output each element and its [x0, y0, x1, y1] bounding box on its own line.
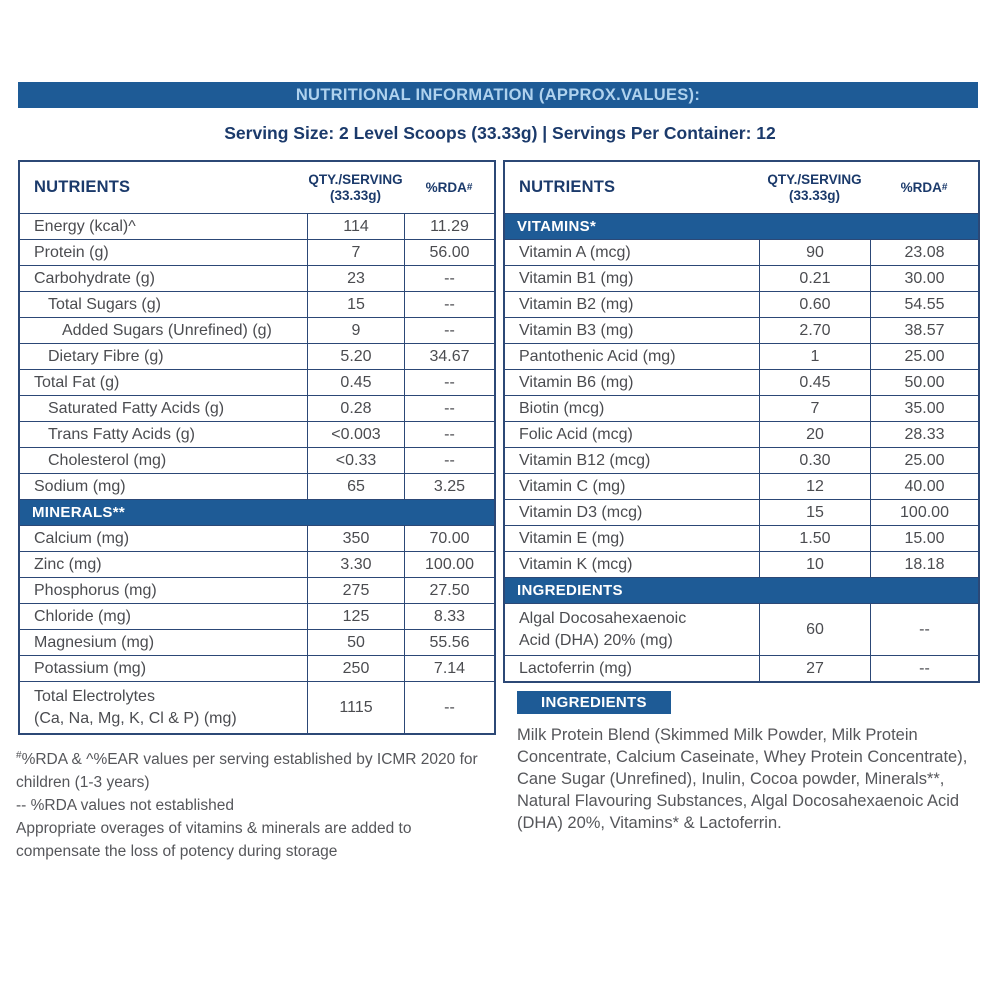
nutrient-name: Phosphorus (mg)	[34, 581, 157, 599]
nutrient-name: Folic Acid (mcg)	[519, 425, 633, 443]
nutrients-table-left	[18, 160, 496, 735]
rda-value: --	[404, 396, 494, 421]
footnote-not-established: -- %RDA values not established	[16, 797, 234, 814]
table-row	[505, 499, 978, 525]
rda-value: 55.56	[404, 630, 494, 655]
nutrient-name: Vitamin A (mcg)	[519, 243, 631, 261]
table-row	[505, 655, 978, 681]
nutrient-name: Protein (g)	[34, 243, 109, 261]
ingredients-section	[517, 691, 985, 834]
qty-value: 90	[759, 240, 870, 265]
qty-value: 7	[307, 240, 404, 265]
table-row	[20, 655, 494, 681]
rda-value: --	[404, 266, 494, 291]
nutrient-name: Vitamin K (mcg)	[519, 555, 633, 573]
qty-value: 250	[307, 656, 404, 681]
table-row	[20, 421, 494, 447]
qty-value: 114	[307, 214, 404, 239]
rda-value: 35.00	[870, 396, 978, 421]
table-row	[20, 213, 494, 239]
table-row	[20, 369, 494, 395]
nutrient-name: Total Sugars (g)	[48, 295, 161, 313]
banner-title: NUTRITIONAL INFORMATION (APPROX.VALUES):	[295, 85, 701, 104]
nutrient-name: Cholesterol (mg)	[48, 451, 167, 469]
rda-value: 54.55	[870, 292, 978, 317]
qty-value: 9	[307, 318, 404, 343]
nutrient-name: Vitamin B2 (mg)	[519, 295, 634, 313]
nutrition-tables	[18, 160, 980, 735]
table-row	[505, 473, 978, 499]
table-row	[20, 551, 494, 577]
qty-value: 20	[759, 422, 870, 447]
qty-header-line2: (33.33g)	[788, 187, 841, 203]
table-row	[505, 603, 978, 655]
nutrient-name: Energy (kcal)^	[34, 217, 136, 235]
table-row	[505, 317, 978, 343]
qty-value: <0.33	[307, 448, 404, 473]
rda-header-text: %RDA	[425, 180, 467, 195]
table-row	[20, 629, 494, 655]
qty-value: 125	[307, 604, 404, 629]
qty-header-line2: (33.33g)	[329, 187, 382, 203]
qty-value: 0.28	[307, 396, 404, 421]
rda-value: 28.33	[870, 422, 978, 447]
qty-value: 0.21	[759, 266, 870, 291]
table-row	[20, 603, 494, 629]
nutrient-name: Algal Docosahexaenoic Acid (DHA) 20% (mg)	[519, 609, 687, 649]
rda-value: 7.14	[404, 656, 494, 681]
qty-value: 275	[307, 578, 404, 603]
rda-value: 40.00	[870, 474, 978, 499]
nutrient-name: Vitamin D3 (mcg)	[519, 503, 643, 521]
column-header-nutrients: NUTRIENTS	[34, 178, 131, 196]
table-row	[20, 473, 494, 499]
rda-value: --	[870, 604, 978, 655]
table-row	[505, 395, 978, 421]
nutrient-name: Vitamin B3 (mg)	[519, 321, 634, 339]
nutrient-name: Saturated Fatty Acids (g)	[48, 399, 225, 417]
table-row	[20, 577, 494, 603]
table-row	[505, 421, 978, 447]
qty-value: 2.70	[759, 318, 870, 343]
table-row	[505, 265, 978, 291]
column-header-nutrients: NUTRIENTS	[519, 178, 616, 196]
rda-value: --	[404, 292, 494, 317]
qty-value: 50	[307, 630, 404, 655]
table-row	[505, 369, 978, 395]
nutrient-name: Calcium (mg)	[34, 529, 130, 547]
nutrient-name: Sodium (mg)	[34, 477, 126, 495]
column-header-rda: %RDA #	[900, 180, 948, 195]
footnotes	[16, 748, 499, 863]
qty-header-line1: QTY./SERVING	[308, 171, 403, 187]
table-row	[20, 265, 494, 291]
qty-value: 60	[759, 604, 870, 655]
nutrient-name: Total Electrolytes (Ca, Na, Mg, K, Cl & P) (mg)	[34, 687, 237, 727]
nutrient-name: Biotin (mcg)	[519, 399, 605, 417]
table-header-row	[505, 162, 978, 213]
column-header-qty	[307, 162, 404, 213]
rda-value: 38.57	[870, 318, 978, 343]
rda-value: 70.00	[404, 526, 494, 551]
nutrient-name: Chloride (mg)	[34, 607, 131, 625]
table-row	[505, 551, 978, 577]
nutrient-name: Zinc (mg)	[34, 555, 102, 573]
nutrient-name: Vitamin B6 (mg)	[519, 373, 634, 391]
rda-value: --	[404, 448, 494, 473]
table-body	[505, 213, 978, 681]
nutrient-name: Magnesium (mg)	[34, 633, 155, 651]
qty-value: 12	[759, 474, 870, 499]
qty-value: 0.45	[307, 370, 404, 395]
nutrient-name: Vitamin B1 (mg)	[519, 269, 634, 287]
rda-value: --	[404, 370, 494, 395]
nutrient-name: Pantothenic Acid (mg)	[519, 347, 676, 365]
rda-value: --	[404, 682, 494, 733]
nutrient-name: Vitamin B12 (mcg)	[519, 451, 651, 469]
table-row	[505, 343, 978, 369]
table-row	[20, 343, 494, 369]
table-body	[20, 213, 494, 733]
rda-value: 30.00	[870, 266, 978, 291]
table-row	[20, 447, 494, 473]
nutrient-name: Vitamin E (mg)	[519, 529, 625, 547]
nutrient-name: Carbohydrate (g)	[34, 269, 155, 287]
qty-value: 0.60	[759, 292, 870, 317]
table-header-row	[20, 162, 494, 213]
footnote-superscript: #	[16, 749, 22, 761]
qty-value: 1.50	[759, 526, 870, 551]
nutrient-name: Added Sugars (Unrefined) (g)	[62, 321, 272, 339]
nutrient-name: Trans Fatty Acids (g)	[48, 425, 195, 443]
footnote-overages: Appropriate overages of vitamins & minerals are added to compensate the loss of potency during storage	[16, 820, 412, 860]
nutrient-name: Total Fat (g)	[34, 373, 120, 391]
table-row	[505, 239, 978, 265]
rda-value: 11.29	[404, 214, 494, 239]
rda-value: 34.67	[404, 344, 494, 369]
rda-header-text: %RDA	[900, 180, 942, 195]
qty-value: 23	[307, 266, 404, 291]
rda-value: 18.18	[870, 552, 978, 577]
ingredients-badge: INGREDIENTS	[517, 691, 671, 714]
rda-value: 25.00	[870, 448, 978, 473]
rda-value: 3.25	[404, 474, 494, 499]
rda-value: 15.00	[870, 526, 978, 551]
rda-value: --	[404, 422, 494, 447]
ingredients-text: Milk Protein Blend (Skimmed Milk Powder, Milk Protein Concentrate, Calcium Caseinate, Whey Protein Concentrate), Cane Sugar (Unrefined), Inulin, Cocoa powder, Minerals**, Natural Flavouring Substances, Algal Docosahexaenoic Acid (DHA) 20%, Vitamins* & Lactoferrin.	[517, 726, 968, 832]
rda-value: 25.00	[870, 344, 978, 369]
nutrient-name: Potassium (mg)	[34, 659, 147, 677]
rda-value: 23.08	[870, 240, 978, 265]
table-row	[20, 239, 494, 265]
qty-value: 5.20	[307, 344, 404, 369]
column-header-qty	[759, 162, 870, 213]
nutrients-table-right	[503, 160, 980, 683]
nutrient-name: Dietary Fibre (g)	[48, 347, 164, 365]
table-row	[20, 681, 494, 733]
qty-value: 10	[759, 552, 870, 577]
rda-value: --	[404, 318, 494, 343]
rda-value: 50.00	[870, 370, 978, 395]
nutrient-name: Lactoferrin (mg)	[519, 659, 632, 677]
qty-value: 7	[759, 396, 870, 421]
section-header-row: MINERALS**	[20, 499, 494, 525]
qty-value: 27	[759, 656, 870, 681]
qty-value: 0.30	[759, 448, 870, 473]
qty-value: <0.003	[307, 422, 404, 447]
rda-value: 100.00	[870, 500, 978, 525]
table-row	[20, 317, 494, 343]
qty-value: 3.30	[307, 552, 404, 577]
qty-header-line1: QTY./SERVING	[767, 171, 862, 187]
qty-value: 65	[307, 474, 404, 499]
rda-value: 27.50	[404, 578, 494, 603]
footnote-rda-ear: #%RDA & ^%EAR values per serving established by ICMR 2020 for children (1-3 years)	[16, 749, 478, 791]
qty-value: 1	[759, 344, 870, 369]
section-header-row: VITAMINS*	[505, 213, 978, 239]
table-row	[505, 447, 978, 473]
table-row	[20, 525, 494, 551]
nutritional-info-banner	[18, 82, 978, 108]
column-header-rda: %RDA #	[425, 180, 473, 195]
qty-value: 350	[307, 526, 404, 551]
section-header-row: INGREDIENTS	[505, 577, 978, 603]
table-row	[505, 291, 978, 317]
qty-value: 0.45	[759, 370, 870, 395]
rda-value: 8.33	[404, 604, 494, 629]
serving-info: Serving Size: 2 Level Scoops (33.33g) | Servings Per Container: 12	[224, 123, 776, 143]
table-row	[20, 291, 494, 317]
rda-value: 56.00	[404, 240, 494, 265]
qty-value: 15	[759, 500, 870, 525]
rda-value: --	[870, 656, 978, 681]
nutrient-name: Vitamin C (mg)	[519, 477, 626, 495]
qty-value: 1115	[307, 682, 404, 733]
table-row	[20, 395, 494, 421]
qty-value: 15	[307, 292, 404, 317]
rda-value: 100.00	[404, 552, 494, 577]
table-row	[505, 525, 978, 551]
